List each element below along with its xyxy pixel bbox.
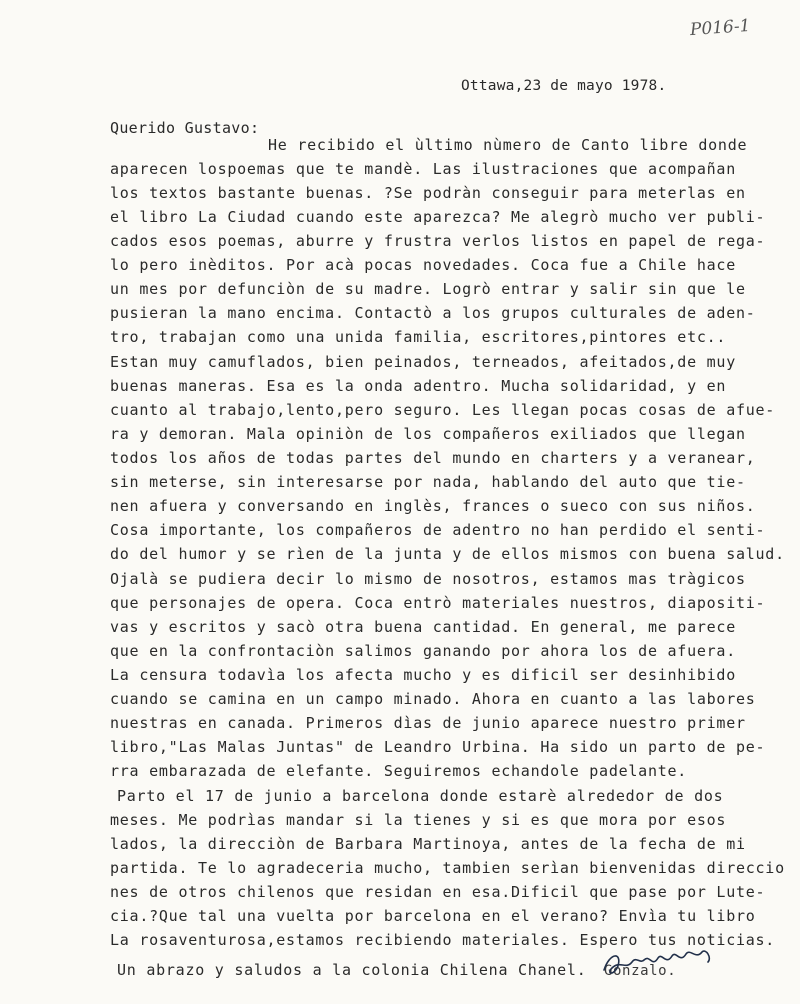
body-line: cuanto al trabajo,lento,pero seguro. Les llegan pocas cosas de afue- <box>110 401 776 419</box>
body-line: He recibido el ùltimo nùmero de Canto libre donde <box>268 136 748 154</box>
body-line: buenas maneras. Esa es la onda adentro. Mucha solidaridad, y en <box>110 377 727 395</box>
body-line: tro, trabajan como una unida familia, escritores,pintores etc.. <box>110 328 727 346</box>
body-line: pusieran la mano encima. Contactò a los grupos culturales de aden- <box>110 304 756 322</box>
body-line: nuestras en canada. Primeros dìas de junio aparece nuestro primer <box>110 714 746 732</box>
body-line: cia.?Que tal una vuelta por barcelona en el verano? Envìa tu libro <box>110 907 756 925</box>
body-line: los textos bastante buenas. ?Se podràn conseguir para meterlas en <box>110 184 746 202</box>
body-line: do del humor y se rìen de la junta y de ellos mismos con buena salud. <box>110 545 785 563</box>
closing-line: Un abrazo y saludos a la colonia Chilena Chanel. <box>117 961 587 979</box>
body-line: todos los años de todas partes del mundo en charters y a veranear, <box>110 449 756 467</box>
handwritten-signature <box>596 940 726 985</box>
body-line: aparecen lospoemas que te mandè. Las ilustraciones que acompañan <box>110 160 736 178</box>
body-line: ra y demoran. Mala opiniòn de los compañeros exiliados que llegan <box>110 425 746 443</box>
body-line: cados esos poemas, aburre y frustra verlos listos en papel de rega- <box>110 232 766 250</box>
body-line: La rosaventurosa,estamos recibiendo materiales. Espero tus noticias. <box>110 931 776 949</box>
body-line: vas y escritos y sacò otra buena cantidad. En general, me parece <box>110 618 736 636</box>
body-line: Ojalà se pudiera decir lo mismo de nosotros, estamos mas tràgicos <box>110 570 746 588</box>
body-line: que personajes de opera. Coca entrò materiales nuestros, diapositi- <box>110 594 766 612</box>
body-line: Parto el 17 de junio a barcelona donde estarè alrededor de dos <box>117 787 724 805</box>
body-line: nen afuera y conversando en inglès, frances o sueco con sus niños. <box>110 497 756 515</box>
body-line: meses. Me podrìas mandar si la tienes y si es que mora por esos <box>110 811 727 829</box>
body-line: un mes por defunciòn de su madre. Logrò entrar y salir sin que le <box>110 280 746 298</box>
body-line: Cosa importante, los compañeros de adentro no han perdido el senti- <box>110 521 766 539</box>
body-line: lo pero inèditos. Por acà pocas novedades. Coca fue a Chile hace <box>110 256 736 274</box>
salutation: Querido Gustavo: <box>110 119 260 137</box>
body-line: el libro La Ciudad cuando este aparezca? Me alegrò mucho ver publi- <box>110 208 766 226</box>
body-line: rra embarazada de elefante. Seguiremos echandole padelante. <box>110 762 688 780</box>
typed-name: Gonzalo. <box>604 963 677 979</box>
body-line: libro,"Las Malas Juntas" de Leandro Urbina. Ha sido un parto de pe- <box>110 738 766 756</box>
body-line: que en la confrontaciòn salimos ganando por ahora los de afuera. <box>110 642 736 660</box>
body-line: nes de otros chilenos que residan en esa.Dificil que pase por Lute- <box>110 883 766 901</box>
body-line: Estan muy camuflados, bien peinados, terneados, afeitados,de muy <box>110 353 736 371</box>
body-line: La censura todavìa los afecta mucho y es dificil ser desinhibido <box>110 666 736 684</box>
body-line: partida. Te lo agradeceria mucho, tambien serìan bienvenidas direccio <box>110 859 785 877</box>
body-line: lados, la direcciòn de Barbara Martinoya, antes de la fecha de mi <box>110 835 746 853</box>
place-date: Ottawa,23 de mayo 1978. <box>461 78 667 94</box>
archive-code: P016-1 <box>689 15 752 41</box>
body-line: cuando se camina en un campo minado. Ahora en cuanto a las labores <box>110 690 756 708</box>
body-line: sin meterse, sin interesarse por nada, hablando del auto que tie- <box>110 473 746 491</box>
